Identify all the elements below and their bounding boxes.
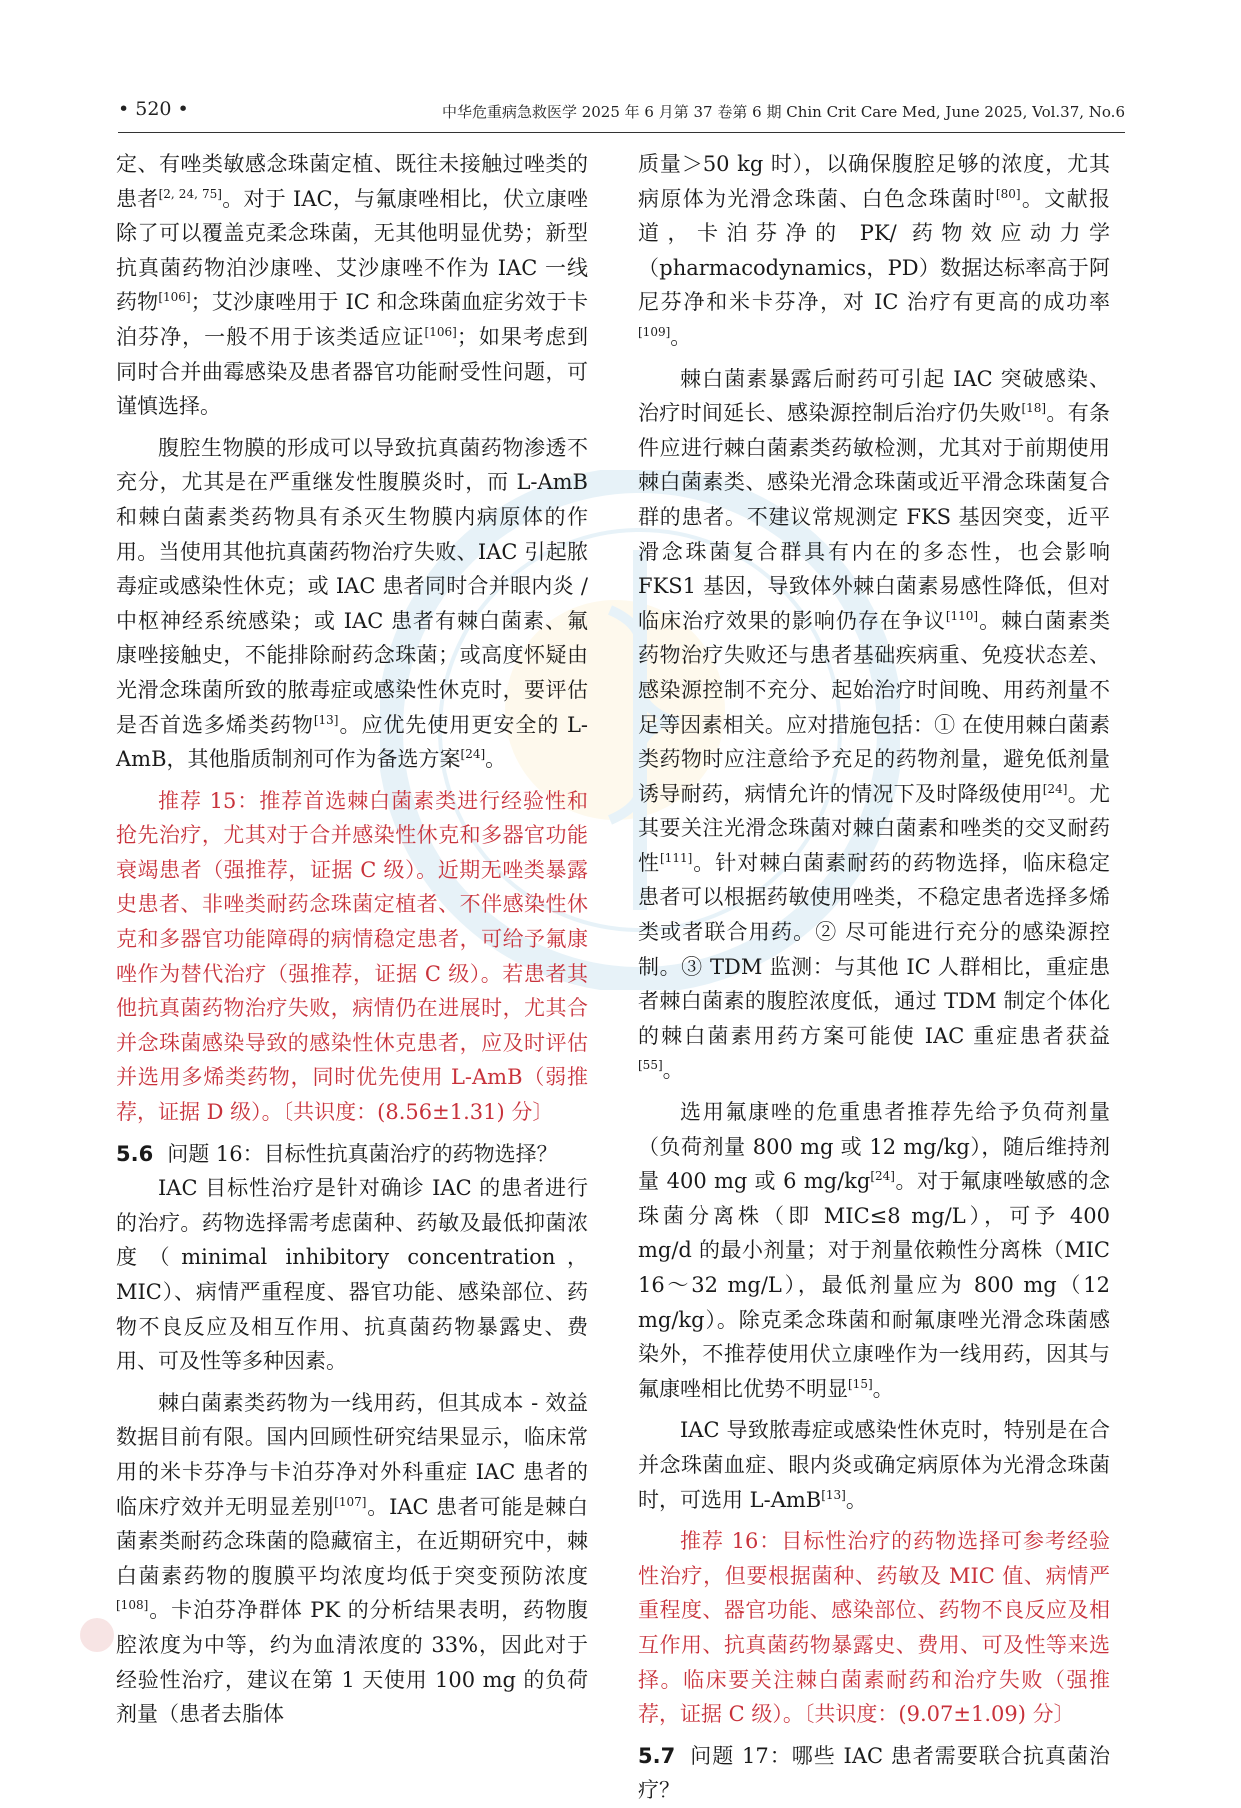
text-run: 。文献报道，卡泊芬净的 PK/ 药物效应动力学（pharmacodynamics，PD）数据达标率高于阿尼芬净和米卡芬净，对 IC 治疗有更高的成功率	[638, 186, 1111, 315]
paragraph	[638, 147, 1110, 355]
text-run: 。针对棘白菌素耐药的药物选择，临床稳定患者可以根据药敏使用唑类，不稳定患者选择多烯类或者联合用药。② 尽可能进行充分的感染源控制。③ TDM 监测：与其他 IC 人群相比，重症患者棘白菌素的腹腔浓度低，通过 TDM 制定个体化的棘白菌素用药方案可能使 IAC 重症患者获益	[638, 850, 1111, 1048]
citation-ref: [13]	[313, 712, 339, 727]
text-run: IAC 目标性治疗是针对确诊 IAC 的患者进行的治疗。药物选择需考虑菌种、药敏及最低抑菌浓度（minimal inhibitory concentration，MIC）、病情严重程度、器官功能、感染部位、药物不良反应及相互作用、抗真菌药物暴露史、费用、可及性等多种因素。	[116, 1176, 588, 1374]
text-run: 。	[670, 324, 692, 349]
citation-ref: [24]	[460, 747, 486, 762]
citation-ref: [55]	[638, 1058, 663, 1073]
text-run: 推荐 15：推荐首选棘白菌素类进行经验性和抢先治疗，尤其对于合并感染性休克和多器官功能衰竭患者（强推荐，证据 C 级）。近期无唑类暴露史患者、非唑类耐药念珠菌定植者、不伴感染性休克和多器官功能障碍的病情稳定患者，可给予氟康唑作为替代治疗（强推荐，证据 C 级）。若患者其他抗真菌药物治疗失败，病情仍在进展时，尤其合并念珠菌感染导致的感染性休克患者，应及时评估并选用多烯类药物，同时优先使用 L-AmB（弱推荐，证据 D 级）。〔共识度：(8.56±1.31) 分〕	[116, 788, 588, 1125]
paragraph	[638, 1413, 1110, 1517]
text-run: ；如果考虑到同时合并曲霉感染及患者器官功能耐受性问题，可谨慎选择。	[116, 324, 589, 419]
paragraph	[116, 147, 588, 424]
text-run: 棘白菌素类药物为一线用药，但其成本 - 效益数据目前有限。国内回顾性研究结果显示，临床常用的米卡芬净与卡泊芬净对外科重症 IAC 患者的临床疗效并无明显差别	[116, 1390, 588, 1519]
citation-ref: [15]	[848, 1376, 873, 1391]
text-run: 棘白菌素暴露后耐药可引起 IAC 突破感染、治疗时间延长、感染源控制后治疗仍失败	[638, 366, 1110, 426]
citation-ref: [13]	[821, 1487, 846, 1502]
running-head	[118, 98, 1125, 133]
citation-ref: [106]	[158, 290, 191, 305]
citation-ref: [109]	[638, 324, 671, 339]
citation-ref: [111]	[660, 850, 693, 865]
recommendation-15	[116, 784, 588, 1130]
page-number: • 520 •	[118, 98, 189, 120]
paragraph	[116, 1386, 588, 1732]
paragraph	[116, 1171, 588, 1379]
paragraph	[638, 362, 1110, 1088]
citation-ref: [107]	[334, 1494, 367, 1509]
citation-ref: [110]	[945, 608, 979, 623]
citation-ref: [106]	[424, 324, 457, 339]
text-run: IAC 导致脓毒症或感染性休克时，特别是在合并念珠菌血症、眼内炎或确定病原体为光滑念珠菌时，可选用 L-AmB	[638, 1418, 1110, 1512]
text-run: 。卡泊芬净群体 PK 的分析结果表明，药物腹腔浓度为中等，约为血清浓度的 33%，因此对于经验性治疗，建议在第 1 天使用 100 mg 的负荷剂量（患者去脂体	[116, 1598, 588, 1727]
text-run: 。对于氟康唑敏感的念珠菌分离株（即 MIC≤8 mg/L），可予 400 mg/d 的最小剂量；对于剂量依赖性分离株（MIC 16～32 mg/L），最低剂量应为 800 mg（12 mg/kg）。除克柔念珠菌和耐氟康唑光滑念珠菌感染外，不推荐使用伏立康唑作为一线用药，因其与氟康唑相比优势不明显	[638, 1169, 1110, 1401]
section-title: 问题 16：目标性抗真菌治疗的药物选择？	[167, 1141, 558, 1166]
section-number: 5.7	[638, 1743, 676, 1768]
text-run: 选用氟康唑的危重患者推荐先给予负荷剂量（负荷剂量 800 mg 或 12 mg/kg），随后维持剂量 400 mg 或 6 mg/kg	[638, 1100, 1110, 1194]
text-run: 。	[662, 1058, 684, 1083]
text-run: ；艾沙康唑用于 IC 和念珠菌血症劣效于卡泊芬净，一般不用于该类适应证	[116, 290, 589, 349]
right-column	[638, 147, 1110, 1808]
recommendation-16	[638, 1524, 1110, 1732]
text-run: 定、有唑类敏感念珠菌定植、既往未接触过唑类的患者	[116, 152, 588, 211]
text-run: 。	[872, 1376, 894, 1401]
publisher-seal-icon	[80, 1618, 114, 1652]
paragraph	[116, 431, 588, 777]
journal-citation: 中华危重病急救医学 2025 年 6 月第 37 卷第 6 期 Chin Crit Care Med, June 2025, Vol.37, No.6	[441, 103, 1125, 121]
text-run: 。尤其要关注光滑念珠菌对棘白菌素和唑类的交叉耐药性	[638, 781, 1111, 875]
text-run: 。	[485, 747, 507, 772]
text-run: 。IAC 患者可能是棘白菌素类耐药念珠菌的隐藏宿主，在近期研究中，棘白菌素药物的腹膜平均浓度均低于突变预防浓度	[116, 1494, 588, 1588]
text-run: 推荐 16：目标性治疗的药物选择可参考经验性治疗，但要根据菌种、药敏及 MIC 值、病情严重程度、器官功能、感染部位、药物不良反应及相互作用、抗真菌药物暴露史、费用、可及性等来选择。临床要关注棘白菌素耐药和治疗失败（强推荐，证据 C 级）。〔共识度：(9.07±1.09) 分〕	[638, 1529, 1110, 1727]
citation-ref: [108]	[116, 1598, 149, 1613]
text-run: 质量＞50 kg 时），以确保腹腔足够的浓度，尤其病原体为光滑念珠菌、白色念珠菌时	[638, 152, 1110, 211]
citation-ref: [24]	[870, 1169, 895, 1184]
paragraph	[638, 1095, 1110, 1406]
section-heading	[638, 1739, 1110, 1808]
text-run: 。有条件应进行棘白菌素类药敏检测，尤其对于前期使用棘白菌素类、感染光滑念珠菌或近平滑念珠菌复合群的患者。不建议常规测定 FKS 基因突变，近平滑念珠菌复合群具有内在的多态性，也会影响 FKS1 基因，导致体外棘白菌素易感性降低，但对临床治疗效果的影响仍存在争议	[638, 401, 1111, 633]
text-run: 。	[845, 1487, 867, 1512]
text-run: 。对于 IAC，与氟康唑相比，伏立康唑除了可以覆盖克柔念珠菌，无其他明显优势；新型抗真菌药物泊沙康唑、艾沙康唑不作为 IAC 一线药物	[116, 186, 589, 315]
citation-ref: [24]	[1042, 781, 1068, 796]
citation-ref: [2, 24, 75]	[158, 186, 222, 201]
text-run: 腹腔生物膜的形成可以导致抗真菌药物渗透不充分，尤其是在严重继发性腹膜炎时，而 L-AmB 和棘白菌素类药物具有杀灭生物膜内病原体的作用。当使用其他抗真菌药物治疗失败、IAC 引起脓毒症或感染性休克；或 IAC 患者同时合并眼内炎 / 中枢神经系统感染；或 IAC 患者有棘白菌素、氟康唑接触史，不能排除耐药念珠菌；或高度怀疑由光滑念珠菌所致的脓毒症或感染性休克时，要评估是否首选多烯类药物	[116, 435, 588, 737]
section-number: 5.6	[116, 1141, 154, 1166]
left-column	[116, 147, 588, 1739]
text-run: 。应优先使用更安全的 L-AmB，其他脂质制剂可作为备选方案	[116, 712, 589, 772]
section-title: 问题 17：哪些 IAC 患者需要联合抗真菌治疗？	[638, 1743, 1110, 1803]
publisher-logo	[80, 1618, 540, 1658]
section-heading	[116, 1137, 588, 1172]
citation-ref: [18]	[1021, 401, 1047, 416]
citation-ref: [80]	[995, 186, 1021, 201]
text-run: 。棘白菌素类药物治疗失败还与患者基础疾病重、免疫状态差、感染源控制不充分、起始治疗时间晚、用药剂量不足等因素相关。应对措施包括：① 在使用棘白菌素类药物时应注意给予充足的药物剂量，避免低剂量诱导耐药，病情允许的情况下及时降级使用	[638, 608, 1111, 806]
